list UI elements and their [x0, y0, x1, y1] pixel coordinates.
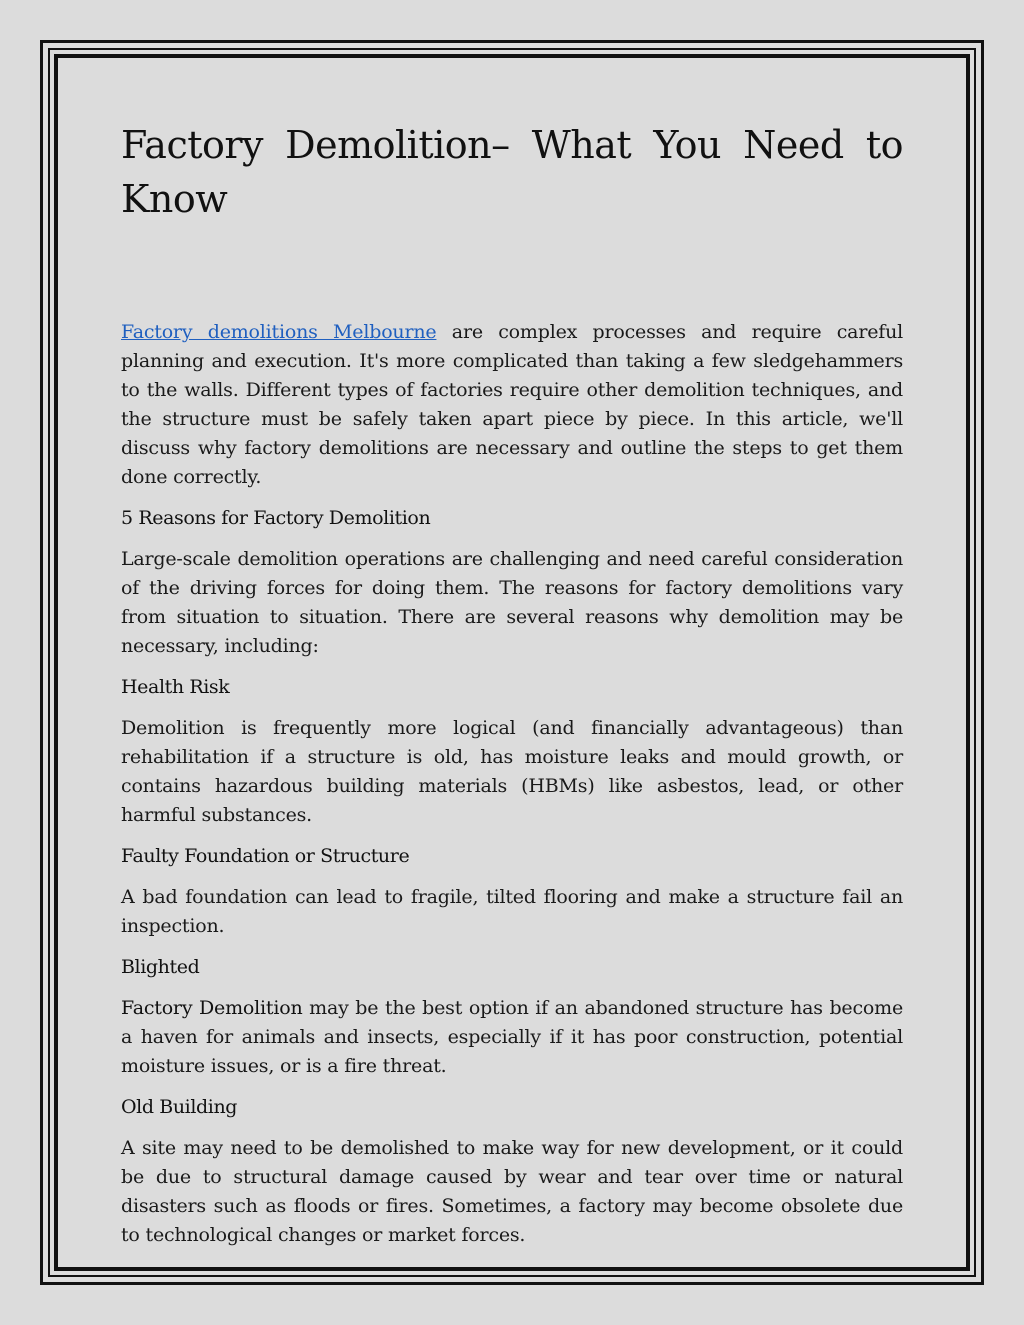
document-body	[121, 118, 903, 1262]
foundation-heading: Faulty Foundation or Structure	[121, 845, 410, 867]
intro-text: are complex processes and require careful planning and execution. It's more complicated than taking a few sledgehammers to the walls. Different types of factories require other demolition techniques, and the structure must be safely taken apart piece by piece. In this article, we'll discuss why factory demolitions are necessary and outline the steps to get them done correctly.	[121, 321, 903, 488]
foundation-paragraph: A bad foundation can lead to fragile, tilted flooring and make a structure fail an inspection.	[121, 886, 903, 937]
blighted-text: may be the best option if an abandoned structure has become a haven for animals and insects, especially if it has poor construction, potential moisture issues, or is a fire threat.	[121, 997, 903, 1077]
blighted-heading: Blighted	[121, 956, 200, 978]
health-risk-heading: Health Risk	[121, 676, 230, 698]
old-building-heading: Old Building	[121, 1096, 238, 1118]
factory-demolitions-link[interactable]: Factory demolitions Melbourne	[121, 321, 437, 343]
intro-paragraph	[121, 318, 903, 492]
blighted-lead: Factory Demolition	[121, 997, 303, 1019]
reasons-intro-paragraph: Large-scale demolition operations are challenging and need careful consideration of the driving forces for doing them. The reasons for factory demolitions vary from situation to situation. There are several reasons why demolition may be necessary, including:	[121, 548, 903, 657]
reasons-heading: 5 Reasons for Factory Demolition	[121, 507, 431, 529]
blighted-paragraph	[121, 994, 903, 1081]
old-building-paragraph: A site may need to be demolished to make way for new development, or it could be due to structural damage caused by wear and tear over time or natural disasters such as floods or fires. Sometimes, a factory may become obsolete due to technological changes or market forces.	[121, 1137, 903, 1246]
document-title: Factory Demolition– What You Need to Know	[121, 123, 903, 221]
health-risk-paragraph: Demolition is frequently more logical (and financially advantageous) than rehabilitation if a structure is old, has moisture leaks and mould growth, or contains hazardous building materials (HBMs) like asbestos, lead, or other harmful substances.	[121, 717, 903, 826]
